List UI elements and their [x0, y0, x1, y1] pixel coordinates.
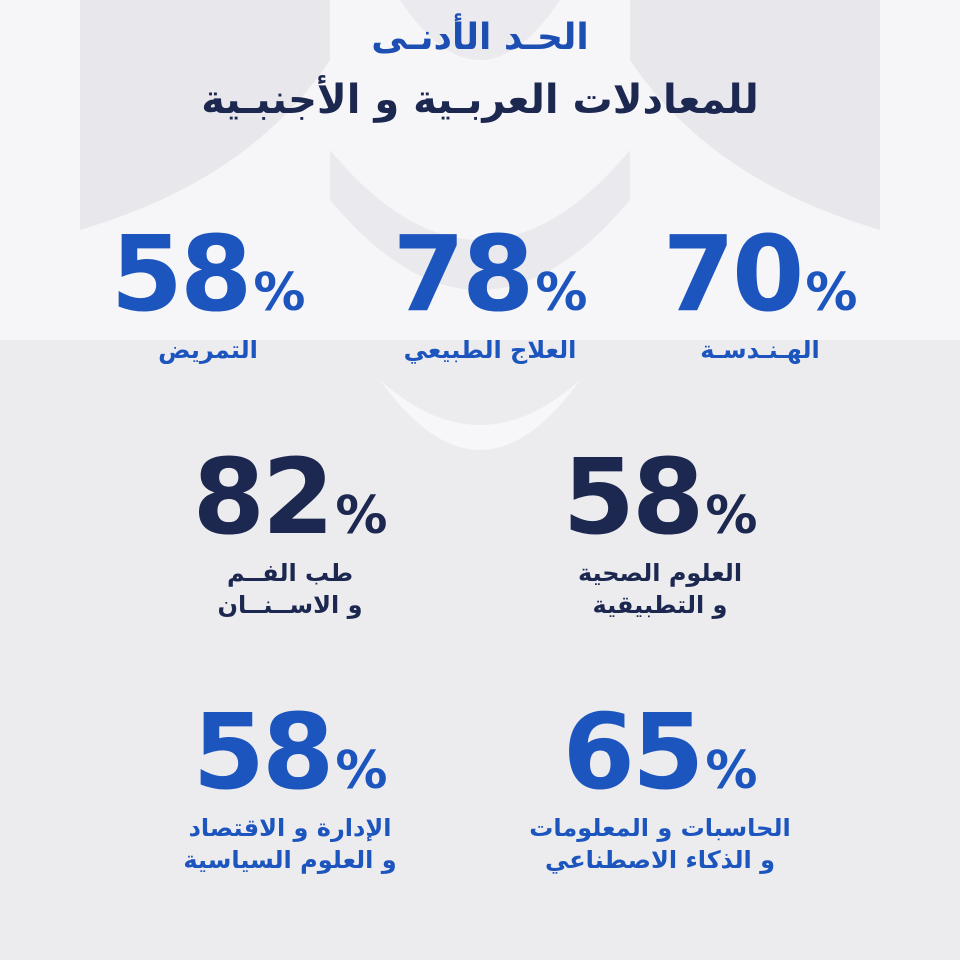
stat-percent [130, 691, 450, 813]
stat-value: 58 [192, 691, 332, 813]
stat-value: 70 [662, 213, 802, 335]
stat-label: الإدارة و الاقتصاد [188, 814, 392, 842]
stat-health-sciences [520, 436, 800, 621]
stat-percent [630, 213, 890, 335]
percent-sign: % [253, 263, 306, 323]
stat-label-line2: و التطبيقية [592, 591, 728, 619]
percent-sign: % [335, 741, 388, 801]
header [0, 14, 960, 128]
page-title: للمعادلات العربـية و الأجنبـية [201, 77, 759, 123]
page-subtitle: الحـد الأدنـى [371, 17, 589, 58]
stat-value: 65 [562, 691, 702, 813]
stat-percent [500, 691, 820, 813]
stat-label: طب الفــم [226, 559, 354, 587]
stat-label: العلوم الصحية [577, 559, 743, 587]
stat-value: 58 [110, 213, 250, 335]
stat-value: 82 [192, 436, 332, 558]
stat-label-line2: و العلوم السياسية [183, 846, 397, 874]
stat-computing-ai [500, 691, 820, 876]
stat-percent [78, 213, 338, 335]
stat-label: التمريض [158, 336, 258, 364]
stat-value: 58 [562, 436, 702, 558]
stat-management-economics [130, 691, 450, 876]
stat-percent [360, 213, 620, 335]
percent-sign: % [705, 486, 758, 546]
stat-label: العلاج الطبيعي [403, 336, 577, 364]
percent-sign: % [335, 486, 388, 546]
percent-sign: % [705, 741, 758, 801]
stat-engineering [630, 213, 890, 366]
stat-physiotherapy [360, 213, 620, 366]
percent-sign: % [535, 263, 588, 323]
stat-label-line2: و الاســنــان [217, 591, 363, 619]
percent-sign: % [805, 263, 858, 323]
stat-label-line2: و الذكاء الاصطناعي [544, 846, 776, 874]
stat-percent [150, 436, 430, 558]
stat-nursing [78, 213, 338, 366]
stat-label: الهـنـدسـة [700, 336, 820, 364]
stat-label: الحاسبات و المعلومات [529, 814, 791, 842]
stat-percent [520, 436, 800, 558]
stat-dentistry [150, 436, 430, 621]
stat-value: 78 [392, 213, 532, 335]
